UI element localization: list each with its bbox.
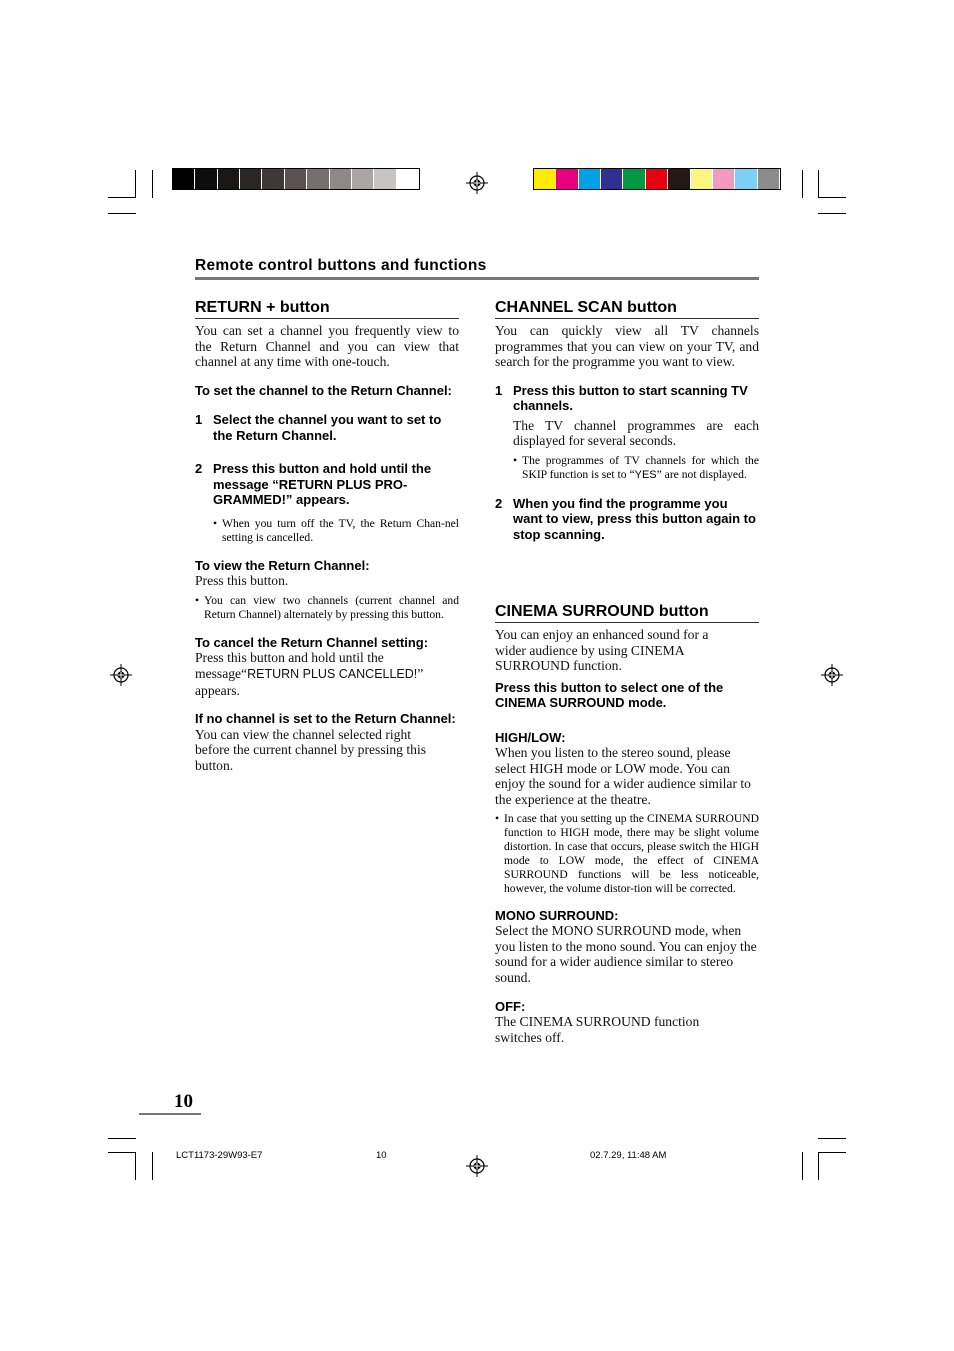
scan-step-1 (495, 383, 759, 414)
note-text: You can view two channels (current channel and Return Channel) alternately by pressing this button. (204, 593, 459, 621)
crop-mark (818, 1152, 819, 1180)
scan-section (495, 298, 759, 542)
registration-mark-icon (466, 172, 488, 194)
crop-mark (818, 1152, 846, 1153)
gray-calibration-bar (172, 168, 420, 190)
gray-swatch (173, 169, 195, 189)
crop-mark (108, 1152, 136, 1153)
gray-swatch (307, 169, 329, 189)
footer-date: 02.7.29, 11:48 AM (590, 1150, 667, 1161)
color-swatch (534, 169, 556, 189)
set-step-2 (195, 461, 459, 508)
section-header (195, 256, 759, 280)
note-text: In case that you setting up the CINEMA SURROUND function to HIGH mode, there may be slight volume distortion. In case that occurs, please switch the HIGH mode to LOW mode, the effect of CINEMA SURROUND functions will be less noticeable, however, the volume distor-tion will be corrected. (504, 811, 759, 895)
color-swatch (556, 169, 578, 189)
cancel-text-part: ” appears. (195, 665, 424, 698)
gray-swatch (352, 169, 374, 189)
gray-swatch (285, 169, 307, 189)
crop-mark (802, 170, 803, 198)
gray-swatch (240, 169, 262, 189)
bullet: • (195, 593, 200, 607)
note-part: ” are not displayed. (656, 467, 747, 481)
cancel-return-title: To cancel the Return Channel setting: (195, 634, 429, 650)
scan-intro: You can quickly view all TV channels programmes that you can view on your TV, and search for the programme you want to view. (495, 323, 759, 370)
cinema-intro: You can enjoy an enhanced sound for a wider audience by using CINEMA SURROUND function. (495, 627, 709, 674)
color-swatch (691, 169, 713, 189)
crop-mark (818, 1138, 846, 1139)
page-number-block (139, 1091, 201, 1115)
return-note-1 (195, 517, 459, 545)
cancel-message: RETURN PLUS CANCELLED! (247, 666, 418, 681)
color-swatch (646, 169, 668, 189)
crop-mark (152, 170, 153, 198)
note-text (522, 454, 759, 482)
step-text: Press this button to start scanning TV channels. (513, 382, 748, 414)
cinema-press-instruction: Press this button to select one of the CINEMA SURROUND mode. (495, 679, 724, 711)
bullet: • (495, 811, 500, 825)
gray-swatch (195, 169, 217, 189)
scan-step-2 (495, 496, 759, 543)
bullet: • (213, 516, 218, 530)
gray-swatch (330, 169, 352, 189)
color-swatch (668, 169, 690, 189)
color-swatch (713, 169, 735, 189)
crop-mark (135, 170, 136, 198)
scan-step-1-text: The TV channel programmes are each displayed for several seconds. (513, 417, 759, 449)
view-return-title: To view the Return Channel: (195, 557, 370, 573)
color-calibration-bar (533, 168, 781, 190)
registration-mark-icon (466, 1155, 488, 1177)
crop-mark (802, 1152, 803, 1180)
crop-mark (818, 213, 846, 214)
bullet: • (513, 453, 518, 467)
cinema-heading: CINEMA SURROUND button (495, 602, 759, 623)
step-number: 1 (195, 412, 203, 428)
step-number: 2 (495, 495, 503, 511)
crop-mark (818, 170, 819, 198)
crop-mark (108, 1138, 136, 1139)
return-note-2 (195, 594, 459, 622)
color-swatch (758, 169, 780, 189)
step-number: 2 (195, 461, 203, 477)
crop-mark (108, 197, 136, 198)
mono-surround-title: MONO SURROUND: (495, 907, 619, 923)
crop-mark (135, 1152, 136, 1180)
high-low-title: HIGH/LOW: (495, 729, 566, 745)
no-channel-text: You can view the channel selected right before the current channel by pressing this button. (195, 726, 427, 773)
return-heading: RETURN + button (195, 298, 459, 319)
color-swatch (735, 169, 757, 189)
off-text: The CINEMA SURROUND function switches off. (495, 1014, 700, 1045)
gray-swatch (397, 169, 419, 189)
cancel-return-text (195, 650, 459, 698)
no-channel-title: If no channel is set to the Return Channel: (195, 711, 456, 727)
note-part: The programmes of TV channels for which the SKIP function is set to “ (522, 453, 759, 481)
cancel-text-part: Press this button and hold until the message“ (195, 650, 384, 681)
note-value: YES (634, 468, 657, 481)
note-text: When you turn off the TV, the Return Chan-nel setting is cancelled. (222, 516, 459, 544)
crop-mark (818, 197, 846, 198)
footer-file: LCT1173-29W93-E7 (176, 1150, 263, 1161)
high-low-text: When you listen to the stereo sound, please select HIGH mode or LOW mode. You can enjoy the sound for a wider audience similar to the experience at the theatre. (495, 745, 751, 808)
scan-heading: CHANNEL SCAN button (495, 298, 759, 319)
color-swatch (623, 169, 645, 189)
color-swatch (601, 169, 623, 189)
registration-mark-icon (821, 664, 843, 686)
off-title: OFF: (495, 998, 526, 1014)
section-title: Remote control buttons and functions (195, 256, 759, 280)
cinema-section (495, 602, 759, 1045)
crop-mark (108, 213, 136, 214)
scan-note (495, 454, 759, 482)
return-section (195, 298, 459, 773)
registration-mark-icon (110, 664, 132, 686)
mono-surround-text: Select the MONO SURROUND mode, when you listen to the mono sound. You can enjoy the sound for a wider audience similar to stereo sound. (495, 923, 757, 985)
step-text: When you find the programme you want to view, press this button again to stop scanning. (513, 495, 756, 542)
return-intro: You can set a channel you frequently view to the Return Channel and you can view that channel at any time with one-touch. (195, 323, 459, 370)
page-number: 10 (174, 1091, 193, 1112)
gray-swatch (262, 169, 284, 189)
step-text: Select the channel you want to set to the Return Channel. (213, 412, 442, 443)
view-return-text: Press this button. (195, 573, 289, 589)
crop-mark (152, 1152, 153, 1180)
set-step-1 (195, 412, 459, 443)
gray-swatch (218, 169, 240, 189)
step-number: 1 (495, 382, 503, 398)
cinema-note (495, 812, 759, 896)
set-return-title: To set the channel to the Return Channel: (195, 382, 452, 398)
gray-swatch (374, 169, 396, 189)
footer-page: 10 (376, 1150, 387, 1161)
color-swatch (579, 169, 601, 189)
step-text: Press this button and hold until the message “RETURN PLUS PRO-GRAMMED!” appears. (213, 461, 432, 508)
